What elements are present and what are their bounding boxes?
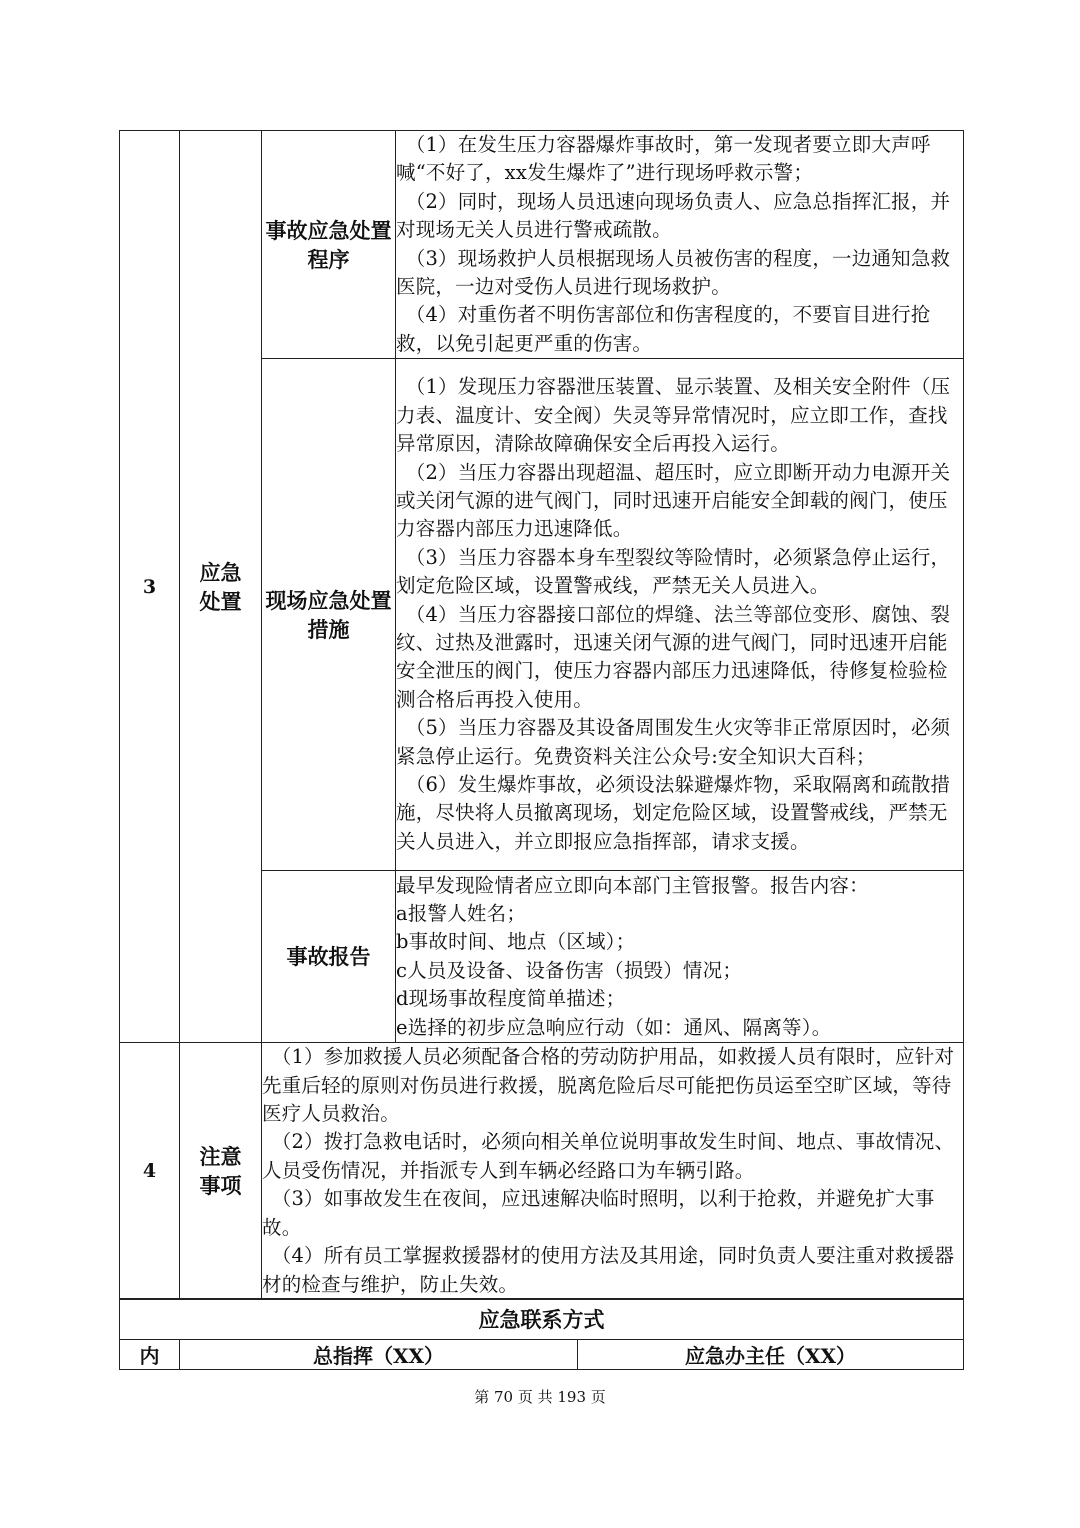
row-number: 4 [120, 1043, 180, 1300]
list-item: （3）现场救护人员根据现场人员被伤害的程度，一边通知急救医院，一边对受伤人员进行现场救护。 [396, 246, 951, 299]
sub-title-report: 事故报告 [262, 871, 396, 1043]
list-item: （1）在发生压力容器爆炸事故时，第一发现者要立即大声呼喊“不好了，xx发生爆炸了”进行现场呼救示警； [396, 133, 931, 185]
notes-content [262, 1043, 964, 1300]
list-item: 最早发现险情者应立即向本部门主管报警。报告内容： [396, 873, 869, 897]
list-item: （4）所有员工掌握救援器材的使用方法及其用途，同时负责人要注重对救援器材的检查与维护，防止失效。 [262, 1244, 955, 1296]
report-content [396, 871, 964, 1043]
sub-title-procedure: 事故应急处置程序 [262, 131, 396, 359]
contact-head-commander: 总指挥（XX） [180, 1340, 578, 1370]
page-footer: 第 70 页 共 193 页 [474, 1388, 606, 1406]
list-item: （3）如事故发生在夜间，应迅速解决临时照明，以利于抢救，并避免扩大事故。 [262, 1187, 935, 1239]
list-item: （2）当压力容器出现超温、超压时，应立即断开动力电源开关或关闭气源的进气阀门，同时迅速开启能安全卸载的阀门，使压力容器内部压力迅速降低。 [396, 460, 951, 541]
list-item: （6）发生爆炸事故，必须设法躲避爆炸物，采取隔离和疏散措施，尽快将人员撤离现场，划定危险区域，设置警戒线，严禁无关人员进入，并立即报应急指挥部，请求支援。 [396, 772, 951, 853]
procedure-content [396, 131, 964, 359]
contact-title: 应急联系方式 [120, 1299, 964, 1340]
document-sheet [119, 130, 963, 1370]
list-item: e选择的初步应急响应行动（如：通风、隔离等）。 [396, 1015, 832, 1039]
row-category: 应急处置 [180, 131, 262, 1043]
row-number: 3 [120, 131, 180, 1043]
list-item: （3）当压力容器本身车型裂纹等险情时，必须紧急停止运行，划定危险区域，设置警戒线，严禁无关人员进入。 [396, 545, 951, 598]
list-item: c人员及设备、设备伤害（损毁）情况； [396, 958, 743, 982]
emergency-table [119, 130, 964, 1300]
list-item: b事故时间、地点（区域）； [396, 930, 636, 954]
list-item: （2）同时，现场人员迅速向现场负责人、应急总指挥汇报，并对现场无关人员进行警戒疏散。 [396, 189, 951, 242]
contact-head-director: 应急办主任（XX） [578, 1340, 964, 1370]
list-item: （5）当压力容器及其设备周围发生火灾等非正常原因时，必须紧急停止运行。免费资料关注公众号:安全知识大百科； [396, 716, 951, 768]
list-item: （4）对重伤者不明伤害部位和伤害程度的，不要盲目进行抢救，以免引起更严重的伤害。 [396, 303, 931, 355]
list-item: （2）拨打急救电话时，必须向相关单位说明事故发生时间、地点、事故情况、人员受伤情况，并指派专人到车辆必经路口为车辆引路。 [262, 1130, 955, 1182]
contact-head-content: 内 [120, 1340, 180, 1370]
measures-content [396, 359, 964, 871]
contact-table [119, 1298, 964, 1370]
list-item: a报警人姓名； [396, 901, 527, 925]
list-item: d现场事故程度简单描述； [396, 987, 626, 1011]
sub-title-measures: 现场应急处置措施 [262, 359, 396, 871]
list-item: （1）发现压力容器泄压装置、显示装置、及相关安全附件（压力表、温度计、安全阀）失灵等异常情况时，应立即工作，查找异常原因，清除故障确保安全后再投入运行。 [396, 375, 951, 456]
row-category: 注意事项 [180, 1043, 262, 1300]
table-row [120, 131, 964, 359]
table-row [120, 1043, 964, 1300]
list-item: （1）参加救援人员必须配备合格的劳动防护用品，如救援人员有限时，应针对先重后轻的原则对伤员进行救援，脱离危险后尽可能把伤员运至空旷区域，等待医疗人员救治。 [262, 1045, 955, 1126]
list-item: （4）当压力容器接口部位的焊缝、法兰等部位变形、腐蚀、裂纹、过热及泄露时，迅速关闭气源的进气阀门，同时迅速开启能安全泄压的阀门，使压力容器内部压力迅速降低，待修复检验检测合格后再投入使用。 [396, 602, 951, 711]
